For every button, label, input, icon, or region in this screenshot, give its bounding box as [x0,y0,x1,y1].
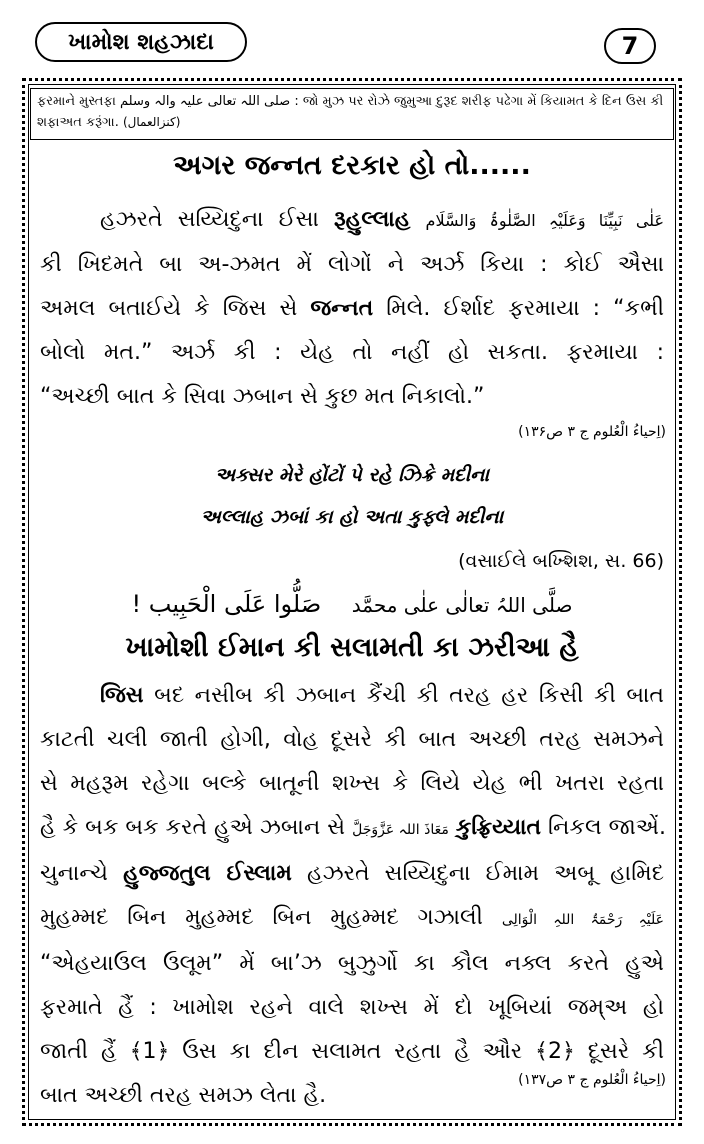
bold-run: જન્નત [310,296,374,321]
text-run: મિલે. ઈર્શાદ ફરમાયા : “કભી [373,296,664,321]
text-run: બાત અચ્છી તરહ સમઝ લેતા હૈ. [40,1083,327,1108]
text-run: હઝરતે સય્યિદુના ઈસા [100,207,334,232]
paragraph-1 [40,198,664,419]
text-run: મુહમ્મદ બિન મુહમ્મદ બિન મુહમ્મદ ગઝાલી [40,905,483,930]
reference-ihya-136: (اِحیاءُ الْعُلوم ج ۳ ص۱۳۶) [518,424,666,440]
bold-run: જિસ [100,683,144,708]
header-note-line-2 [37,112,667,133]
text-run: બદ નસીબ કી ઝબાન કૈંચી કી તરહ હર કિસી કી બાત [143,683,664,708]
paragraph-line: “એહયાઉલ ઉલૂમ” મેં બા’ઝ બુઝુર્ગો કા કૌલ નક્લ કરતે હુએ [40,951,664,976]
text-run: હૈ કે બક બક કરતે હુએ ઝબાન સે [40,815,353,840]
reference-ihya-137: (اِحیاءُ الْعُلوم ج ۳ ص۱۳۷) [518,1072,666,1088]
salat-right: صلَّی اللہُ تعالٰی علٰی محمَّد [351,593,573,617]
text-run: હઝરતે સય્યિદુના ઈમામ અબૂ હામિદ [291,861,664,886]
text-run [449,815,456,840]
paragraph-2 [40,674,664,1118]
book-title: ખામોશ શહઝાદા [35,22,247,62]
paragraph-line: કી ખિદમતે બા અ-ઝમત મેં લોગોં ને અર્ઝ કિયા : કોઈ ઐસા [40,252,664,277]
salat-line [40,590,664,618]
poem-reference: (વસાઈલે બખ્શિશ, સ. 66) [458,550,664,572]
section-heading-2: ખામોશી ઈમાન કી સલામતી કા ઝરીઆ હૈ [125,632,579,663]
paragraph-line [40,287,664,331]
text-run: ચુનાન્ચે [40,861,124,886]
arabic-invocation: مَعَاذَ اللہ عَزَّوَجَلَّ [352,822,449,838]
bold-run: હુજ્જતુલ ઈસ્લામ [123,861,292,886]
paragraph-line [40,806,664,852]
paragraph-line [40,896,664,942]
salat-left: صَلُّوا عَلَی الْحَبِیب ! [131,590,322,618]
arabic-invocation: عَلَیْہِ رَحْمَۃُ اللہِ الْوَالِی [501,912,665,928]
header-note [30,88,674,140]
paragraph-line [40,674,664,718]
arabic-invocation: عَلٰی نَبِیِّنَا وَعَلَیْہِ الصَّلٰوۃُ وَالسَّلَام [425,211,664,230]
section-heading-1: અગર જન્નત દરકાર હો તો...... [173,150,531,181]
text-run: અમલ બતાઈયે કે જિસ સે [40,296,311,321]
paragraph-line: જાતી હૈં ﴾1﴿ ઉસ કા દીન સલામત રહતા હૈ ઔર ﴾2﴿ દૂસરે કી [40,1039,664,1064]
page-number: 7 [604,28,656,64]
paragraph-line: સે મહરૂમ રહેગા બલ્કે બાતૂની શખ્સ કે લિયે યેહ ભી ખતરા રહતા [40,771,664,796]
paragraph-line: ફરમાતે હૈં : ખામોશ રહને વાલે શખ્સ મેં દો ખૂબિયાં જમ્અ હો [40,995,664,1020]
poem-line-2: અલ્લાહ ઝબાં કા હો અતા કુફ્લે મદીના [200,506,504,528]
paragraph-line [40,198,664,243]
bold-run: કુફ્રિય્યાત [455,815,542,840]
header-note-reference: (کنزالعمال) [123,115,181,129]
paragraph-line: બોલો મત.” અર્ઝ કી : યેહ તો નહીં હો સકતા. ફરમાયા : [40,340,664,365]
poem-line-1: અક્સર મેરે હોંટોં પે રહે ઝિક્રે મદીના [215,464,489,486]
paragraph-line [40,852,664,896]
header-note-line-1: ફરમાને મુસ્તફા صلی اللہ تعالی علیہ والہ وسلم : જો મુઝ પર રોઝે જુમુઆ દુરૂદ શરીફ પઢેગા મેં કિયામત કે દિન ઉસ કી [37,94,664,109]
bold-run: રૂહુલ્લાહ [333,207,411,232]
header-note-text: શફાઅત કરૂંગા. [37,115,119,130]
paragraph-line: “અચ્છી બાત કે સિવા ઝબાન સે કુછ મત નિકાલો.” [40,384,485,409]
paragraph-line: કાટતી ચલી જાતી હોગી, વોહ દૂસરે કી બાત અચ્છી તરહ સમઝને [40,727,664,752]
text-run: નિકલ જાએં. [541,815,666,840]
